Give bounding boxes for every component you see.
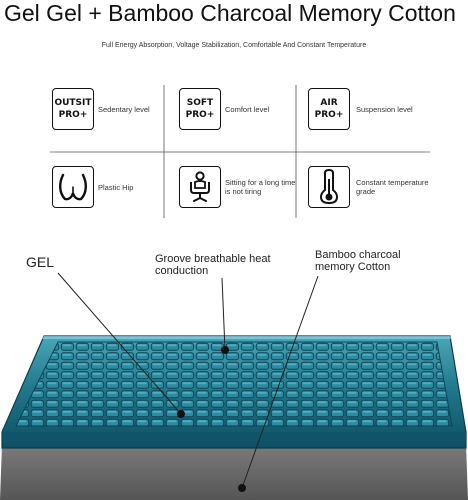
soft-badge: SOFT PRO+: [179, 88, 221, 130]
feature-label: Suspension level: [356, 104, 413, 114]
bamboo-callout: Bamboo charcoal memory Cotton: [315, 249, 401, 273]
page-subtitle: Full Energy Absorption, Voltage Stabilization, Comfortable And Constant Temperature: [101, 42, 367, 49]
feature-label: Plastic Hip: [98, 182, 134, 192]
feature-label: Sedentary level: [98, 104, 150, 114]
groove-callout: Groove breathable heat conduction: [155, 253, 271, 277]
memory-cotton-layer: [0, 444, 468, 500]
gel-callout: GEL: [26, 254, 55, 270]
page-title: Gel Gel + Bamboo Charcoal Memory Cotton: [4, 0, 456, 26]
outsit-badge: OUTSIT PRO+: [52, 88, 94, 130]
feature-label: Comfort level: [225, 104, 270, 114]
feature-label: Sitting for a long time is not tiring: [225, 178, 296, 196]
feature-label: Constant temperature grade: [356, 178, 429, 196]
air-badge: AIR PRO+: [308, 88, 350, 130]
